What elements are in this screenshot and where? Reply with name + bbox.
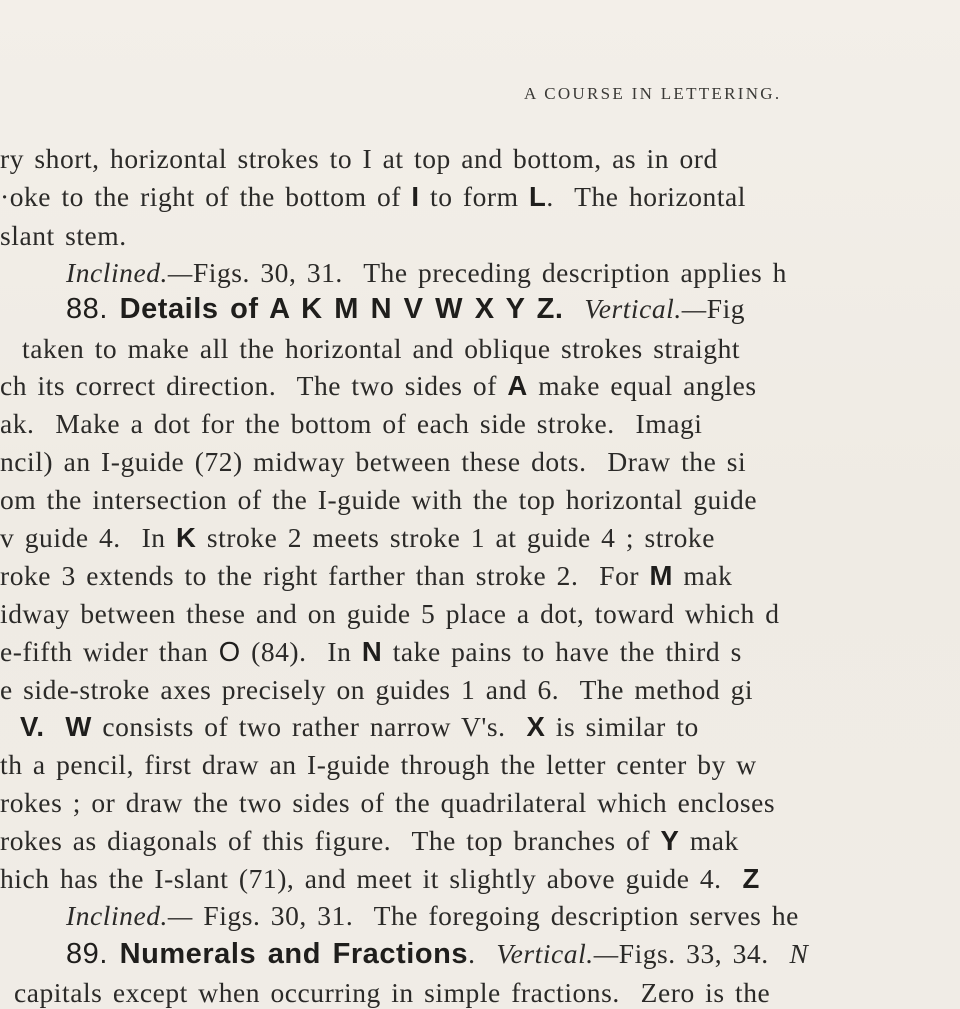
text-line [14, 979, 770, 1007]
text-run: N [361, 636, 383, 667]
text-line [0, 789, 775, 817]
text-run: Vertical.— [496, 938, 619, 969]
text-run [564, 293, 585, 324]
text-line [0, 183, 746, 211]
text-run: ·oke to the right of the bottom of [0, 181, 412, 212]
text-run: rokes ; or draw the two sides of the quadrilateral which encloses [0, 787, 776, 818]
text-run: mak [672, 560, 733, 591]
text-line [66, 259, 787, 287]
text-line [66, 902, 799, 930]
text-run: hich has the I-slant (71), and meet it slightly above guide 4. [0, 863, 743, 894]
text-line [0, 600, 780, 628]
text-run: L [529, 181, 547, 212]
text-run: O [218, 636, 241, 667]
text-line [20, 713, 699, 741]
text-run: Inclined.— [66, 900, 193, 931]
text-run: slant stem. [0, 220, 127, 251]
text-run: K [176, 522, 197, 553]
text-run: mak [679, 825, 739, 856]
text-run: Numerals and Fractions [119, 938, 469, 970]
text-line [0, 524, 715, 552]
text-run: idway between these and on guide 5 place a dot, toward which d [0, 598, 780, 629]
text-run: I [411, 181, 420, 212]
text-run: Inclined.— [66, 257, 193, 288]
text-run: M [649, 560, 673, 591]
text-run: ncil) an I-guide (72) midway between these dots. Draw the si [0, 446, 747, 477]
text-run: 89. [66, 938, 120, 970]
text-line [0, 372, 757, 400]
text-line [0, 222, 127, 250]
text-run: Vertical.— [584, 293, 707, 324]
text-run: roke 3 extends to the right farther than stroke 2. For [0, 560, 650, 591]
text-run: Figs. 30, 31. The foregoing description serves he [192, 900, 799, 931]
text-line [0, 562, 732, 590]
text-run: V. [20, 711, 45, 742]
text-run: rokes as diagonals of this figure. The top branches of [0, 825, 661, 856]
text-run: taken to make all the horizontal and oblique strokes straight [22, 333, 741, 364]
text-run: . [468, 938, 497, 969]
text-run: v guide 4. In [0, 522, 177, 553]
text-line [0, 145, 718, 173]
text-run: take pains to have the third s [382, 636, 742, 667]
text-line [0, 410, 702, 438]
text-run [45, 711, 66, 742]
text-line [0, 638, 742, 666]
text-line [22, 335, 740, 363]
text-run: Z [742, 863, 760, 894]
text-run: th a pencil, first draw an I-guide through the letter center by w [0, 749, 757, 780]
text-line [0, 865, 760, 893]
text-run: (84). In [240, 636, 362, 667]
text-run: W [65, 711, 92, 742]
text-run: e side-stroke axes precisely on guides 1 and 6. The method gi [0, 674, 754, 705]
text-run: ak. Make a dot for the bottom of each side stroke. Imagi [0, 408, 703, 439]
text-run: consists of two rather narrow V's. [91, 711, 527, 742]
text-run: e-fifth wider than [0, 636, 219, 667]
text-line [0, 751, 757, 779]
running-header: A COURSE IN LETTERING. [524, 84, 782, 103]
text-run: make equal angles [527, 370, 757, 401]
text-run: Figs. 33, 34. [618, 938, 790, 969]
text-run: X [526, 711, 546, 742]
text-run: om the intersection of the I-guide with the top horizontal guide [0, 484, 758, 515]
text-run: . The horizontal [546, 181, 746, 212]
text-run: Fig [706, 293, 746, 324]
text-run: to form [419, 181, 529, 212]
text-line [0, 676, 753, 704]
text-run: capitals except when occurring in simple fractions. Zero is the [14, 977, 771, 1008]
text-run: A [507, 370, 528, 401]
text-run: Details of A K M N V W X Y Z. [119, 293, 564, 325]
text-line [0, 448, 746, 476]
text-run: ry short, horizontal strokes to I at top and bottom, as in ord [0, 143, 718, 174]
text-run: N [789, 938, 809, 969]
text-line [66, 295, 745, 324]
text-line [0, 827, 739, 855]
text-run: Figs. 30, 31. The preceding description applies h [192, 257, 787, 288]
text-run: 88. [66, 293, 120, 325]
text-run: stroke 2 meets stroke 1 at guide 4 ; stroke [196, 522, 715, 553]
text-line [0, 486, 757, 514]
text-line [66, 940, 808, 969]
text-run: is similar to [545, 711, 699, 742]
text-run: ch its correct direction. The two sides of [0, 370, 508, 401]
text-run: Y [660, 825, 680, 856]
